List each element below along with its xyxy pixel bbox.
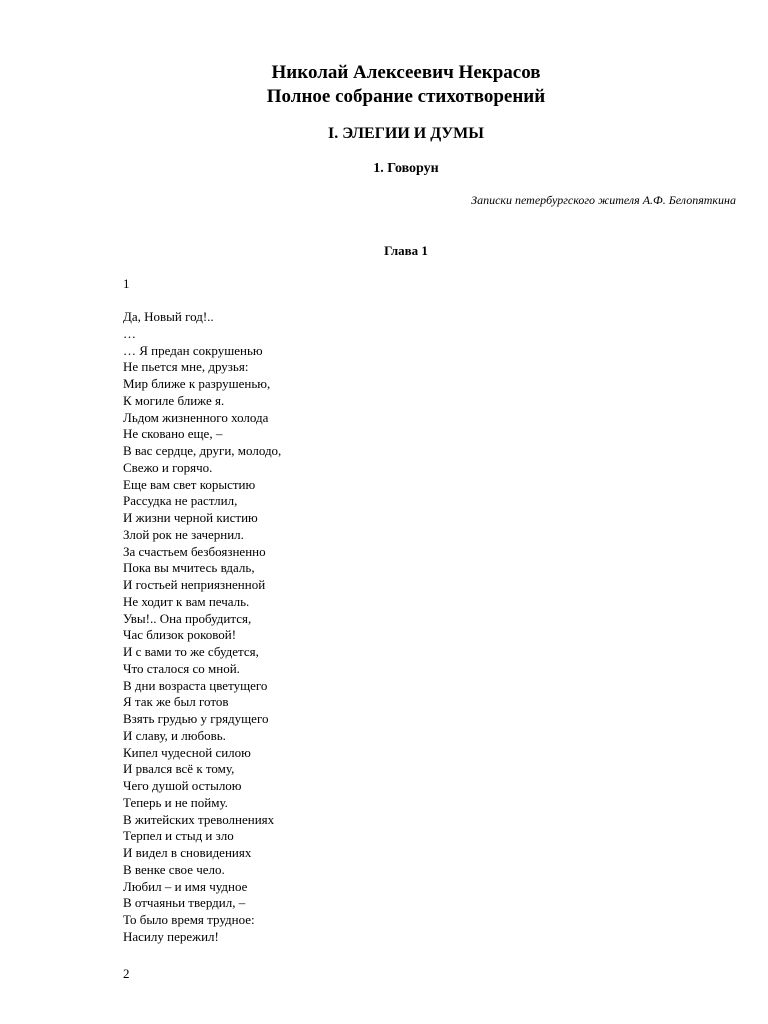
verse-line: Любил – и имя чудное — [123, 878, 248, 894]
verse-line: За счастьем безбоязненно — [123, 543, 266, 559]
verse-line: Не пьется мне, друзья: — [123, 359, 249, 375]
verse-line: К могиле ближе я. — [123, 392, 225, 408]
verse-line: Льдом жизненного холода — [123, 409, 269, 425]
verse-line: Пока вы мчитесь вдаль, — [123, 560, 255, 576]
verse-line: Свежо и горячо. — [123, 459, 213, 475]
verse-line: Не ходит к вам печаль. — [123, 593, 250, 609]
verse-line: В житейских треволнениях — [123, 811, 275, 827]
collection-title: Полное собрание стихотворений — [266, 86, 546, 107]
verse-line: В вас сердце, други, молодо, — [123, 443, 282, 458]
chapter-heading: Глава 1 — [384, 243, 428, 258]
stanza-number: 1 — [123, 276, 130, 291]
verse-line: Кипел чудесной силою — [123, 744, 251, 760]
verse-line: В отчаяньи твердил, – — [123, 895, 246, 911]
verse-line: И видел в сновидениях — [123, 845, 252, 860]
verse-line: Что сталося со мной. — [123, 660, 240, 676]
verse-line: Терпел и стыд и зло — [123, 828, 234, 844]
verse-line: Взять грудью у грядущего — [123, 711, 269, 726]
section-heading: I. ЭЛЕГИИ И ДУМЫ — [328, 125, 484, 142]
epigraph: Записки петербургского жителя А.Ф. Белопяткина — [471, 193, 736, 207]
verse-line: Я так же был готов — [123, 694, 229, 710]
verse-line: Мир ближе к разрушенью, — [123, 376, 271, 391]
author-name: Николай Алексеевич Некрасов — [271, 62, 541, 83]
verse-line: То было время трудное: — [123, 912, 255, 927]
verse-line: И жизни черной кистию — [123, 510, 258, 525]
verse-line: И рвался всё к тому, — [123, 761, 235, 777]
verse-line: Рассудка не растлил, — [123, 493, 238, 509]
verse-line: В венке свое чело. — [123, 861, 225, 877]
verse-line: Насилу пережил! — [123, 928, 219, 944]
verse-line: В дни возраста цветущего — [123, 677, 268, 693]
verse-line: Еще вам свет корыстию — [123, 476, 256, 492]
verse-line: … Я предан сокрушенью — [123, 342, 263, 358]
verse-line: Увы!.. Она пробудится, — [123, 610, 252, 626]
poem-title: 1. Говорун — [373, 161, 439, 176]
verse-line: И гостьей неприязненной — [123, 577, 266, 592]
verse-line: Не сковано еще, – — [123, 426, 223, 442]
verse-line: Чего душой остылою — [123, 778, 242, 793]
verse-line: Да, Новый год!.. — [123, 309, 214, 324]
verse-line: Теперь и не пойму. — [123, 794, 228, 810]
verse-line: … — [123, 325, 136, 341]
verse-line: И с вами то же сбудется, — [123, 644, 259, 659]
verse-line: И славу, и любовь. — [123, 727, 226, 743]
poem-text — [123, 309, 281, 946]
verse-line: Час близок роковой! — [123, 627, 237, 643]
stanza-number: 2 — [123, 966, 130, 981]
verse-line: Злой рок не зачернил. — [123, 526, 244, 542]
